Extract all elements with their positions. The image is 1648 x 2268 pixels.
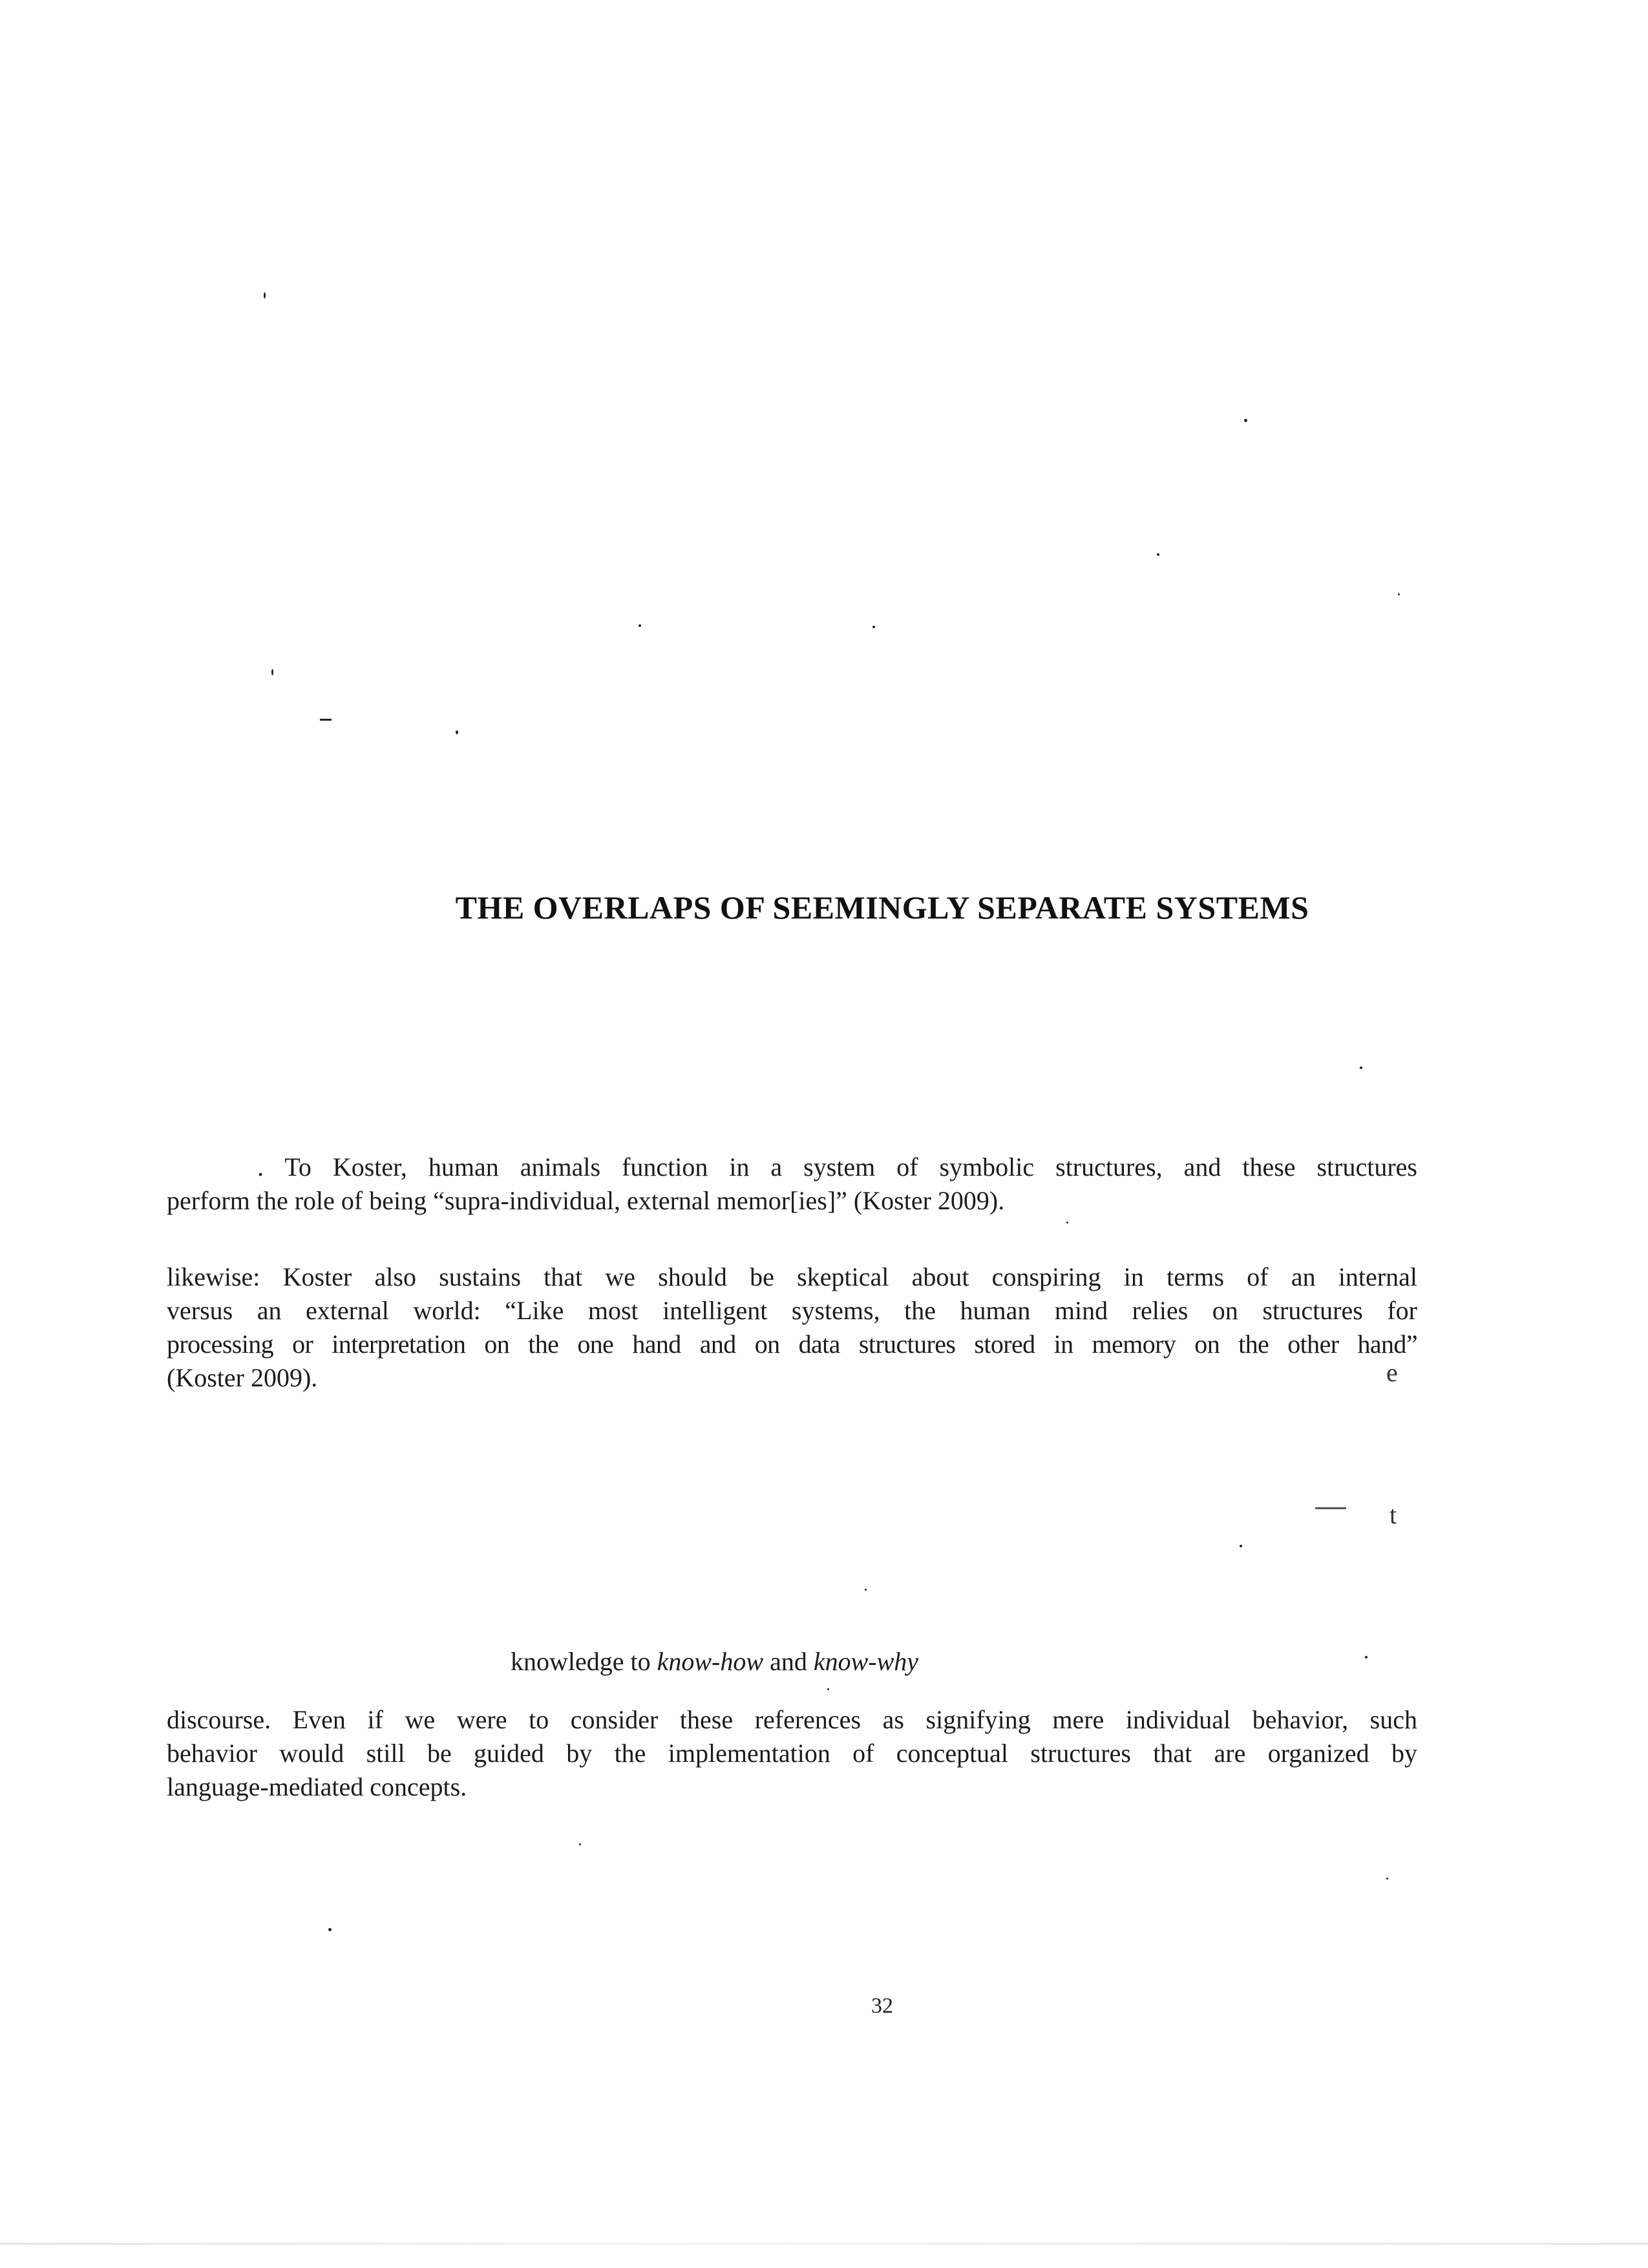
- scan-speck: [872, 626, 875, 628]
- paragraph-1-line-1: . To Koster, human animals function in a system of symbolic structures, and these structures: [257, 1152, 1417, 1182]
- paragraph-3-line-2: behavior would still be guided by the implementation of conceptual structures that are organized by: [167, 1739, 1417, 1768]
- fragment-text-before: knowledge to: [511, 1647, 657, 1676]
- scan-speck: [456, 730, 458, 734]
- scan-speck: [1157, 553, 1159, 556]
- knowledge-fragment: [511, 1645, 918, 1679]
- scan-speck: [1240, 1545, 1242, 1547]
- scan-speck: [579, 1843, 581, 1845]
- scan-speck: [1365, 1656, 1368, 1659]
- fragment-text-middle: and: [763, 1647, 814, 1676]
- scan-speck: [271, 669, 273, 675]
- scan-speck: [827, 1688, 829, 1690]
- stray-letter-e: e: [1386, 1358, 1398, 1387]
- fragment-term-know-how: know-how: [657, 1647, 764, 1676]
- paragraph-2: [167, 1260, 1417, 1395]
- paragraph-3-line-1: discourse. Even if we were to consider these references as signifying mere individual behavior, such: [167, 1705, 1417, 1734]
- paragraph-2-line-2: versus an external world: “Like most intelligent systems, the human mind relies on structures for: [167, 1296, 1417, 1325]
- scan-speck: [1386, 1878, 1388, 1880]
- paragraph-3: [167, 1703, 1417, 1804]
- scan-speck: [1066, 1222, 1068, 1224]
- scan-speck: [1398, 593, 1400, 595]
- scan-speck: [1244, 419, 1247, 422]
- scan-speck: [264, 292, 266, 299]
- scan-speck: [1315, 1507, 1346, 1509]
- page-title: THE OVERLAPS OF SEEMINGLY SEPARATE SYSTEMS: [455, 889, 1309, 926]
- paragraph-2-line-4: (Koster 2009).: [167, 1363, 318, 1392]
- paragraph-1-line-2: perform the role of being “supra-individual, external memor[ies]” (Koster 2009).: [167, 1186, 1005, 1215]
- page-number: 32: [871, 1994, 893, 2018]
- paragraph-3-line-3: language-mediated concepts.: [167, 1772, 467, 1801]
- paragraph-1: [167, 1150, 1417, 1218]
- fragment-term-know-why: know-why: [813, 1647, 919, 1676]
- scan-speck: [1360, 1066, 1362, 1069]
- scan-speck: [320, 719, 332, 721]
- scan-speck: [328, 1928, 332, 1931]
- scan-speck: [865, 1589, 867, 1591]
- scan-speck: [639, 624, 641, 627]
- paragraph-2-line-1: likewise: Koster also sustains that we should be skeptical about conspiring in terms of an internal: [167, 1262, 1417, 1291]
- scan-bottom-edge: [0, 2243, 1648, 2245]
- paragraph-2-line-3: processing or interpretation on the one hand and on data structures stored in memory on the other hand”: [167, 1330, 1417, 1359]
- stray-letter-t: t: [1389, 1500, 1397, 1529]
